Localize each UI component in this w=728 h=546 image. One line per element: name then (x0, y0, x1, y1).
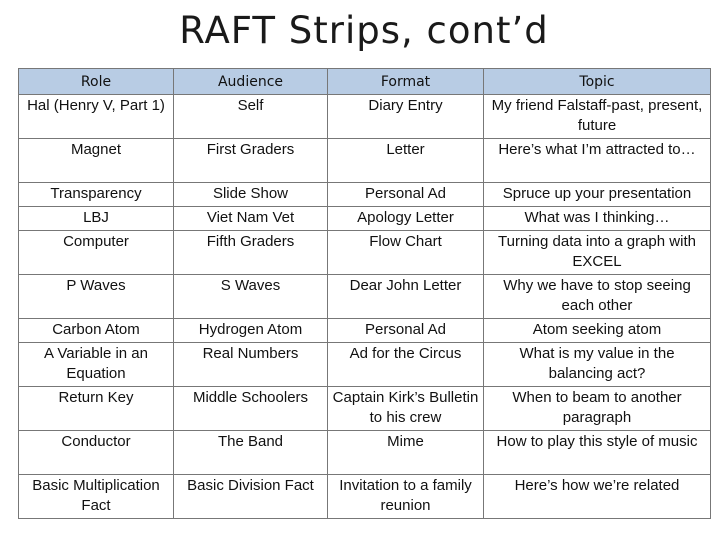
table-row (19, 319, 711, 343)
table-row (19, 431, 711, 475)
table-row (19, 387, 711, 431)
header-topic: Topic (484, 69, 711, 95)
cell-role: Magnet (19, 139, 174, 183)
cell-role: A Variable in an Equation (19, 343, 174, 387)
table-row (19, 475, 711, 519)
raft-table (18, 68, 711, 519)
cell-audience: First Graders (174, 139, 328, 183)
cell-role: Computer (19, 231, 174, 275)
table-row (19, 275, 711, 319)
cell-audience: Fifth Graders (174, 231, 328, 275)
cell-topic: Turning data into a graph with EXCEL (484, 231, 711, 275)
header-row (19, 69, 711, 95)
cell-topic: What was I thinking… (484, 207, 711, 231)
cell-format: Personal Ad (328, 319, 484, 343)
cell-role: Conductor (19, 431, 174, 475)
cell-format: Flow Chart (328, 231, 484, 275)
cell-topic: What is my value in the balancing act? (484, 343, 711, 387)
cell-format: Ad for the Circus (328, 343, 484, 387)
header-audience: Audience (174, 69, 328, 95)
table-row (19, 139, 711, 183)
cell-audience: Real Numbers (174, 343, 328, 387)
table-row (19, 343, 711, 387)
cell-role: Hal (Henry V, Part 1) (19, 95, 174, 139)
table-row (19, 231, 711, 275)
cell-topic: Spruce up your presentation (484, 183, 711, 207)
cell-format: Personal Ad (328, 183, 484, 207)
cell-role: Carbon Atom (19, 319, 174, 343)
cell-topic: Here’s what I’m attracted to… (484, 139, 711, 183)
cell-format: Dear John Letter (328, 275, 484, 319)
cell-topic: When to beam to another paragraph (484, 387, 711, 431)
cell-audience: The Band (174, 431, 328, 475)
cell-role: LBJ (19, 207, 174, 231)
cell-topic: My friend Falstaff-past, present, future (484, 95, 711, 139)
cell-topic: Here’s how we’re related (484, 475, 711, 519)
cell-format: Mime (328, 431, 484, 475)
cell-format: Invitation to a family reunion (328, 475, 484, 519)
cell-role: P Waves (19, 275, 174, 319)
cell-topic: Why we have to stop seeing each other (484, 275, 711, 319)
cell-topic: How to play this style of music (484, 431, 711, 475)
cell-role: Transparency (19, 183, 174, 207)
table-row (19, 207, 711, 231)
cell-format: Diary Entry (328, 95, 484, 139)
page-title: RAFT Strips, cont’d (179, 9, 549, 52)
cell-audience: S Waves (174, 275, 328, 319)
cell-role: Basic Multiplication Fact (19, 475, 174, 519)
header-role: Role (19, 69, 174, 95)
cell-audience: Middle Schoolers (174, 387, 328, 431)
cell-format: Letter (328, 139, 484, 183)
cell-audience: Slide Show (174, 183, 328, 207)
cell-role: Return Key (19, 387, 174, 431)
cell-format: Apology Letter (328, 207, 484, 231)
cell-audience: Basic Division Fact (174, 475, 328, 519)
table-row (19, 183, 711, 207)
cell-topic: Atom seeking atom (484, 319, 711, 343)
header-format: Format (328, 69, 484, 95)
cell-format: Captain Kirk’s Bulletin to his crew (328, 387, 484, 431)
cell-audience: Viet Nam Vet (174, 207, 328, 231)
cell-audience: Self (174, 95, 328, 139)
table-row (19, 95, 711, 139)
cell-audience: Hydrogen Atom (174, 319, 328, 343)
